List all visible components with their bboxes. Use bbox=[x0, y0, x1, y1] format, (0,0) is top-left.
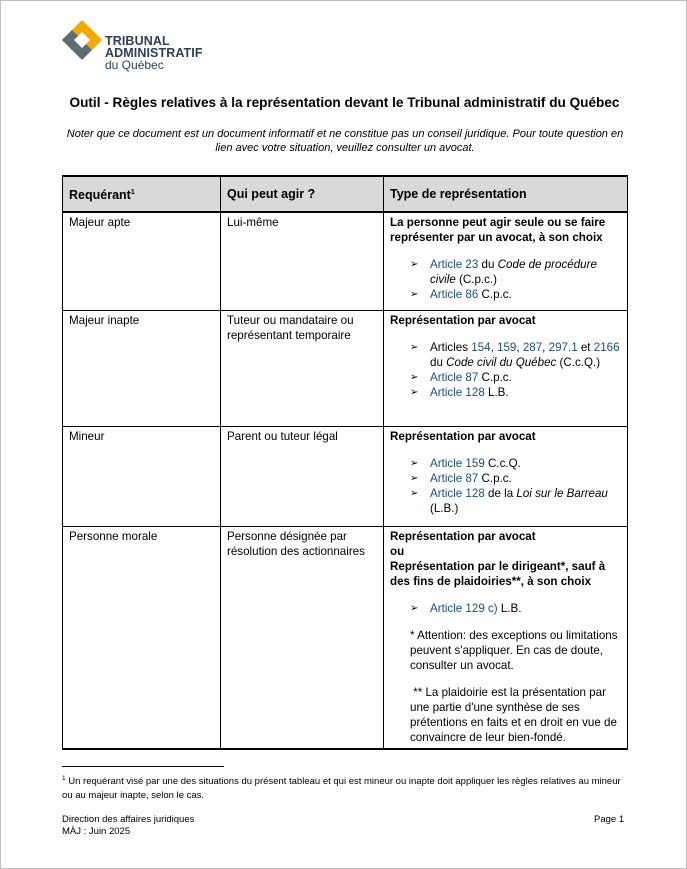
table-header-row bbox=[63, 176, 628, 212]
cell-type bbox=[384, 427, 628, 527]
item-text: C.c.Q. bbox=[484, 457, 521, 470]
footer-left bbox=[62, 814, 194, 838]
footer-department: Direction des affaires juridiques bbox=[62, 814, 195, 825]
table-row bbox=[63, 527, 628, 750]
list-item bbox=[390, 257, 623, 287]
disclaimer-note: Noter que ce document est un document informatif et ne constitue pas un conseil juridique. Pour toute question en lien avec votre situation, veuillez consulter un avocat. bbox=[66, 128, 624, 154]
header-requerant: Requérant$^1$ bbox=[63, 176, 221, 212]
tribunal-logo bbox=[60, 18, 260, 74]
item-text: L.B. bbox=[484, 386, 509, 399]
plaidoirie-note: ** La plaidoirie est la présentation par une partie d'une synthèse de ses prétentions en faits et en droit en vue de convaincre de leur bien-fondé. bbox=[410, 686, 621, 744]
arrow-bullet-icon: ➢ bbox=[410, 488, 419, 499]
list-item bbox=[390, 471, 623, 486]
table-row bbox=[63, 427, 628, 527]
logo-line-3: du Québec bbox=[105, 58, 164, 72]
item-text: du bbox=[430, 356, 447, 369]
article-link[interactable]: 154 bbox=[471, 341, 491, 354]
arrow-bullet-icon: ➢ bbox=[410, 372, 419, 383]
article-link[interactable]: Article 87 bbox=[430, 371, 479, 384]
item-text: , bbox=[542, 341, 549, 354]
type-heading: La personne peut agir seule ou se faire représenter par un avocat, à son choix bbox=[390, 216, 606, 244]
cell-requerant: Majeur apte bbox=[63, 212, 221, 311]
attention-note: * Attention: des exceptions ou limitations peuvent s'appliquer. En cas de doute, consulter un avocat. bbox=[410, 629, 618, 672]
article-link[interactable]: Article 128 bbox=[430, 487, 485, 500]
item-italic: Loi sur le Barreau bbox=[516, 487, 608, 500]
article-link[interactable]: Article 128 bbox=[430, 386, 485, 399]
type-heading-2: Représentation par le dirigeant*, sauf à des fins de plaidoiries**, à son choix bbox=[390, 560, 606, 588]
cell-qui: Personne désignée par résolution des actionnaires bbox=[221, 527, 384, 750]
article-list bbox=[390, 456, 623, 516]
header-qui-peut-agir: Qui peut agir ? bbox=[221, 176, 384, 212]
arrow-bullet-icon: ➢ bbox=[410, 387, 419, 398]
item-text: (C.p.c.) bbox=[455, 273, 498, 286]
item-italic: Code civil du Québec bbox=[446, 356, 557, 369]
article-link[interactable]: Article 23 bbox=[430, 258, 479, 271]
item-text: du bbox=[478, 258, 498, 271]
list-item bbox=[390, 370, 623, 385]
article-list bbox=[390, 257, 623, 302]
list-item bbox=[390, 287, 623, 302]
item-text: C.p.c. bbox=[478, 472, 512, 485]
footer-update-date: MÀJ : Juin 2025 bbox=[62, 826, 131, 837]
item-text: C.p.c. bbox=[478, 288, 512, 301]
type-heading: Représentation par avocat bbox=[390, 430, 536, 443]
document-title: Outil - Règles relatives à la représentation devant le Tribunal administratif du Québec bbox=[69, 95, 620, 110]
list-item bbox=[390, 385, 623, 400]
list-item bbox=[390, 456, 623, 471]
table-row bbox=[63, 212, 628, 311]
item-text: de la bbox=[484, 487, 517, 500]
article-link[interactable]: Article 86 bbox=[430, 288, 479, 301]
arrow-bullet-icon: ➢ bbox=[410, 289, 419, 300]
footnote-number: 1 bbox=[62, 775, 66, 782]
arrow-bullet-icon: ➢ bbox=[410, 458, 419, 469]
cell-qui: Lui-même bbox=[221, 212, 384, 311]
arrow-bullet-icon: ➢ bbox=[410, 259, 419, 270]
footnote-separator bbox=[62, 766, 224, 767]
item-text: , bbox=[490, 341, 498, 354]
cell-type bbox=[384, 212, 628, 311]
cell-requerant: Majeur inapte bbox=[63, 311, 221, 427]
article-link[interactable]: 159 bbox=[497, 341, 517, 354]
cell-type bbox=[384, 311, 628, 427]
article-link[interactable]: 287 bbox=[522, 341, 543, 354]
article-list bbox=[390, 601, 623, 616]
cell-qui: Tuteur ou mandataire ou représentant temporaire bbox=[221, 311, 384, 427]
type-or: ou bbox=[390, 545, 405, 558]
item-text: C.p.c. bbox=[478, 371, 512, 384]
article-link[interactable]: 297.1 bbox=[548, 341, 578, 354]
item-italic: Code de procédure civile bbox=[430, 258, 597, 286]
cell-requerant: Personne morale bbox=[63, 527, 221, 750]
item-text: et bbox=[577, 341, 594, 354]
logo-line-2: ADMINISTRATIF bbox=[105, 46, 203, 60]
item-text: L.B. bbox=[497, 602, 522, 615]
item-text: (C.c.Q.) bbox=[556, 356, 601, 369]
footnote-text: Un requérant visé par une des situations du présent tableau et qui est mineur ou inapte doit appliquer les règles relatives au mineur ou au majeur inapte, selon le cas. bbox=[62, 776, 621, 802]
type-heading: Représentation par avocat bbox=[390, 314, 536, 327]
article-link[interactable]: Article 87 bbox=[430, 472, 479, 485]
header-footnote-ref: 1 bbox=[130, 188, 135, 196]
representation-table bbox=[62, 175, 628, 750]
arrow-bullet-icon: ➢ bbox=[410, 473, 419, 484]
item-text: , bbox=[516, 341, 523, 354]
list-item bbox=[390, 340, 623, 370]
list-item bbox=[390, 601, 623, 616]
logo-line-1: TRIBUNAL bbox=[105, 34, 170, 48]
logo-diamond-icon bbox=[60, 18, 104, 62]
arrow-bullet-icon: ➢ bbox=[410, 603, 419, 614]
article-link[interactable]: Article 159 bbox=[430, 457, 485, 470]
footnote bbox=[62, 772, 632, 803]
item-text: (L.B.) bbox=[430, 502, 459, 515]
cell-type bbox=[384, 527, 628, 750]
cell-qui: Parent ou tuteur légal bbox=[221, 427, 384, 527]
cell-requerant: Mineur bbox=[63, 427, 221, 527]
header-type-representation: Type de représentation bbox=[384, 176, 628, 212]
article-link[interactable]: 2166 bbox=[593, 341, 620, 354]
page-number: Page 1 bbox=[594, 814, 625, 825]
list-item bbox=[390, 486, 623, 516]
table-row bbox=[63, 311, 628, 427]
article-link[interactable]: Article 129 c) bbox=[430, 602, 498, 615]
arrow-bullet-icon: ➢ bbox=[410, 342, 419, 353]
item-text: Articles bbox=[430, 341, 472, 354]
article-list bbox=[390, 340, 623, 400]
type-heading: Représentation par avocat bbox=[390, 530, 536, 543]
